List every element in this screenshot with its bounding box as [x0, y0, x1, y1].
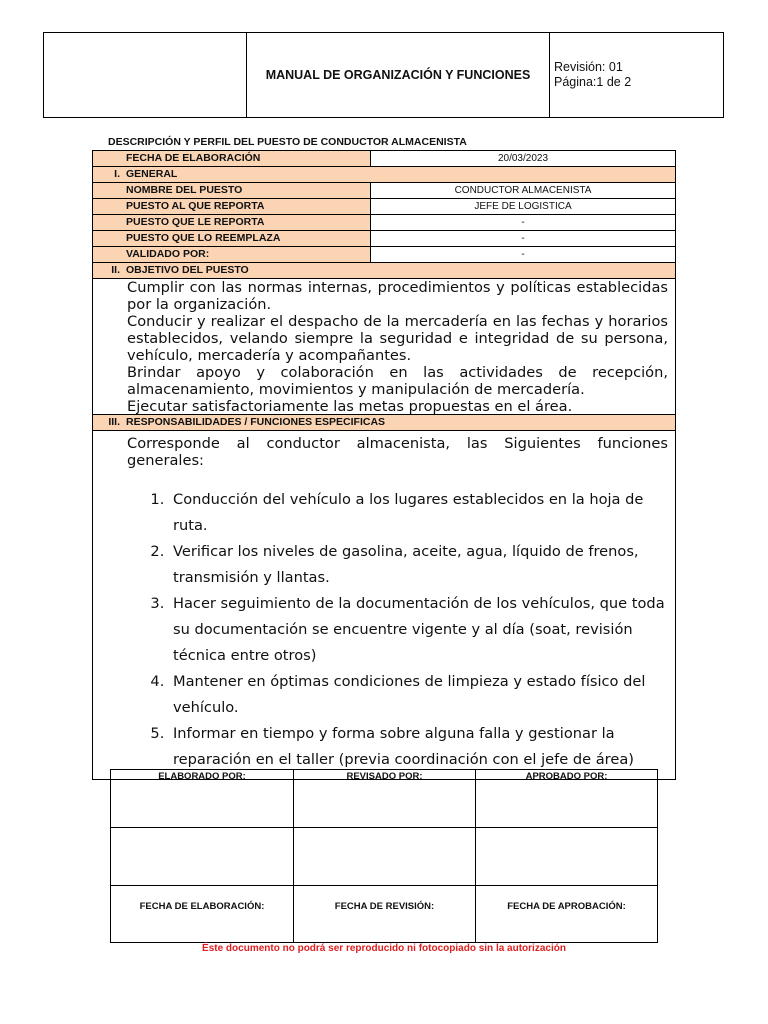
objetivo-paragraph: Conducir y realizar el despacho de la mercadería en las fechas y horarios establecidos, velando siempre la seguridad e integridad de su persona, vehículo, mercadería y acompañantes.: [127, 313, 668, 364]
objetivo-paragraph: Ejecutar satisfactoriamente las metas propuestas en el área.: [127, 398, 573, 415]
logo-cell: [44, 33, 247, 117]
general-row: [93, 247, 675, 263]
general-row: [93, 231, 675, 247]
document-title: DESCRIPCIÓN Y PERFIL DEL PUESTO DE CONDUCTOR ALMACENISTA: [108, 136, 467, 148]
aprobado-signature-cell: [476, 828, 657, 886]
revisado-label: REVISADO POR:: [294, 770, 476, 828]
funcion-item: 4. Mantener en óptimas condiciones de limpieza y estado físico del vehículo.: [169, 669, 668, 721]
section-general: [93, 167, 675, 183]
section-responsabilidades: [93, 415, 675, 431]
revision-label: Revisión: 01: [554, 60, 623, 74]
funciones-list: [127, 487, 668, 773]
revision-cell: [550, 33, 723, 117]
responsabilidades-intro: Corresponde al conductor almacenista, las Siguientes funciones generales:: [127, 435, 668, 469]
section-number: I.: [114, 168, 120, 180]
objetivo-text: [93, 279, 675, 415]
general-value: CONDUCTOR ALMACENISTA: [454, 185, 592, 196]
aprobado-label: APROBADO POR:: [476, 770, 657, 828]
fecha-value: 20/03/2023: [497, 153, 549, 164]
page-label: Página:1 de 2: [554, 75, 632, 89]
fecha-elaboracion-label: FECHA DE ELABORACIÓN:: [111, 886, 294, 942]
section-title: GENERAL: [126, 168, 178, 180]
general-value: -: [521, 217, 525, 228]
elaborado-label: ELABORADO POR:: [111, 770, 294, 828]
funcion-item: 1. Conducción del vehículo a los lugares establecidos en la hoja de ruta.: [169, 487, 668, 539]
fecha-aprobacion-label: FECHA DE APROBACIÓN:: [507, 901, 626, 912]
funcion-item: 5. Informar en tiempo y forma sobre alguna falla y gestionar la reparación en el taller (previa coordinación con el jefe de área): [169, 721, 668, 773]
revisado-signature-cell: [294, 828, 476, 886]
general-value: JEFE DE LOGISTICA: [474, 201, 572, 212]
responsabilidades-text: [93, 431, 675, 779]
general-label: PUESTO QUE LO REEMPLAZA: [93, 231, 371, 246]
general-value: -: [521, 233, 525, 244]
elaborado-signature-cell: [111, 828, 294, 886]
general-row: [93, 199, 675, 215]
section-objetivo: [93, 263, 675, 279]
objetivo-paragraph: Brindar apoyo y colaboración en las actividades de recepción, almacenamiento, movimientos y manipulación de mercadería.: [127, 364, 668, 398]
copyright-notice: Éste documento no podrá ser reproducido ni fotocopiado sin la autorización: [202, 943, 566, 954]
section-number: III.: [108, 416, 120, 428]
general-row: [93, 215, 675, 231]
general-label: PUESTO QUE LE REPORTA: [93, 215, 371, 230]
section-number: II.: [111, 264, 120, 276]
job-profile-form: [92, 150, 676, 780]
fecha-label: FECHA DE ELABORACIÓN: [93, 151, 371, 166]
document-header: [43, 32, 724, 118]
section-title: OBJETIVO DEL PUESTO: [126, 264, 249, 276]
general-row: [93, 183, 675, 199]
manual-title: MANUAL DE ORGANIZACIÓN Y FUNCIONES: [247, 33, 550, 117]
funcion-item: 3. Hacer seguimiento de la documentación de los vehículos, que toda su documentación se encuentre vigente y al día (soat, revisión técnica entre otros): [169, 591, 668, 669]
fecha-row: [93, 151, 675, 167]
general-value: -: [521, 249, 525, 260]
general-label: NOMBRE DEL PUESTO: [93, 183, 371, 198]
general-label: VALIDADO POR:: [93, 247, 371, 262]
funcion-item: 2. Verificar los niveles de gasolina, aceite, agua, líquido de frenos, transmisión y llantas.: [169, 539, 668, 591]
general-label: PUESTO AL QUE REPORTA: [93, 199, 371, 214]
objetivo-paragraph: Cumplir con las normas internas, procedimientos y políticas establecidas por la organización.: [127, 279, 668, 313]
section-title: RESPONSABILIDADES / FUNCIONES ESPECIFICAS: [126, 416, 386, 428]
fecha-revision-label: FECHA DE REVISIÓN:: [294, 886, 476, 942]
signature-table: [110, 769, 658, 943]
